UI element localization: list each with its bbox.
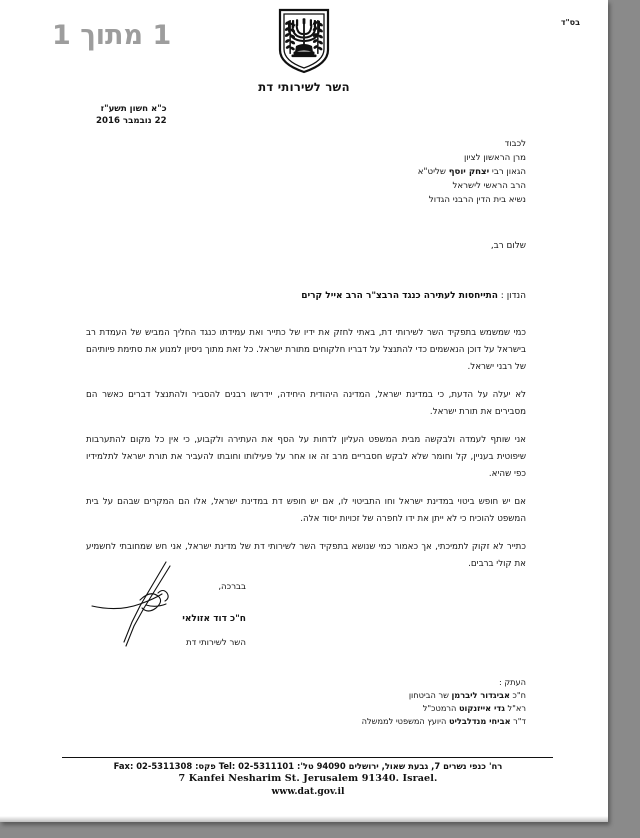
footer-address-hebrew: רח' כנפי נשרים 7, גבעת שאול, ירושלים 94090 טל': Tel: 02-5311101 פקס: Fax: 02-5311308	[113, 761, 503, 771]
body-paragraph: אני שותף לעמדה ולבקשה מבית המשפט העליון לדחות על הסף את העתירה ולקבוע, כי אין כל מקום להתערבות שיפוטית בעניין, קל וחומר שלא לבקש חסבריים מרב זה או אחר על פעילותו וחובתו להעביר את תורת ישראל לתלמידיו כפי שהיא.	[86, 434, 526, 479]
addressee-salutation: לכבוד	[504, 139, 526, 149]
letter-date	[96, 103, 167, 128]
cc-item-suffix: שר הביטחון	[408, 689, 452, 700]
addressee-line-2-suffix: שליט"א	[417, 166, 449, 177]
addressee-name: יצחק יוסף	[448, 166, 490, 177]
israel-state-emblem-icon	[277, 8, 331, 74]
cc-item	[362, 702, 526, 715]
page-indicator: 1 מתוך 1	[52, 20, 172, 51]
cc-item-name: גדי אייזנקוט	[458, 702, 505, 713]
cc-item-suffix: הרמטכ"ל	[422, 702, 459, 713]
body-paragraph: לא יעלה על הדעת, כי במדינת ישראל, המדינה היהודית היחידה, יידרשו רבנים להסביר ולהתנצל דברים כאשר הם מסבירים את תורת ישראל.	[86, 389, 526, 417]
signature-closing: בברכה,	[218, 582, 246, 592]
signature-block	[96, 582, 246, 648]
cc-label: העתק :	[498, 677, 526, 687]
letter-body	[86, 325, 526, 584]
subject-label: הנדון :	[500, 291, 526, 301]
cc-block	[362, 676, 526, 728]
footer	[40, 761, 576, 797]
cc-item	[362, 715, 526, 728]
addressee-line-2-prefix: הגאון רבי	[489, 166, 526, 177]
addressee-line-2	[418, 166, 526, 180]
addressee-block	[418, 138, 526, 208]
body-paragraph: כמי שמשמש בתפקיד השר לשירותי דת, באתי לחזק את ידיו של כתייר ואת עמידתו כנגד החליך המביש של העמדת רב בישראל על דוכן הנאשמים כדי להתנצל על דבריו חלקוחים מתורת ישראל. כל זאת מתוך ניסיון למנוע את סתימת פיותיהם של רבני ישראל.	[86, 328, 526, 372]
cc-item-name: אביגדור ליברמן	[451, 689, 510, 700]
bsd-marker: בס"ד	[560, 18, 580, 27]
signature-name: ח"כ דוד אזולאי	[182, 614, 246, 624]
subject-line	[301, 291, 526, 301]
signature-role: השר לשירותי דת	[185, 638, 246, 648]
cc-item-prefix: רא"ל	[504, 702, 526, 713]
date-gregorian: 22 נובמבר 2016	[96, 116, 167, 127]
cc-item-prefix: ד"ר	[510, 715, 526, 726]
greeting-line: שלום רב,	[490, 241, 526, 251]
date-hebrew: כ"א חשון תשע"ז	[100, 104, 167, 114]
cc-item	[362, 689, 526, 702]
subject-text: התייחסות לעתירה כנגד הרבצ"ר הרב אייל קרים	[301, 291, 498, 301]
body-paragraph: אם יש חופש ביטוי במדינת ישראל וחו התביטוי לו, אם יש חופש דת במדינת ישראל, אלו הם המקרים שבהם על בית המשפט להוכיח כי לא ייתן את ידו לחפרה של זכויות יסוד אלה.	[86, 496, 526, 524]
cc-item-name: אביחי מנדלבליט	[448, 715, 511, 726]
footer-divider	[62, 757, 553, 758]
cc-item-prefix: ח"כ	[509, 689, 526, 700]
page-bottom-shadow	[0, 816, 608, 822]
footer-address-english: 7 Kanfei Nesharim St. Jerusalem 91340. Israel.	[178, 773, 438, 784]
addressee-line-4: נשיא בית הדין הרבני הגדול	[428, 194, 526, 205]
body-paragraph: כתייר לא זקוק לתמיכתי, אך כאמור כמי שנושא בתפקיד השר לשירותי דת של מדינת ישראל, אני חש שמחובתי לחשמיע את קולי ברבים.	[86, 541, 526, 569]
footer-website-url[interactable]: www.dat.gov.il	[271, 786, 345, 797]
cc-item-suffix: היועץ המשפטי לממשלה	[361, 715, 449, 726]
ministry-title: השר לשירותי דת	[258, 80, 350, 94]
addressee-line-3: הרב הראשי לישראל	[452, 180, 526, 191]
addressee-line-1: מרן הראשון לציון	[463, 152, 526, 163]
